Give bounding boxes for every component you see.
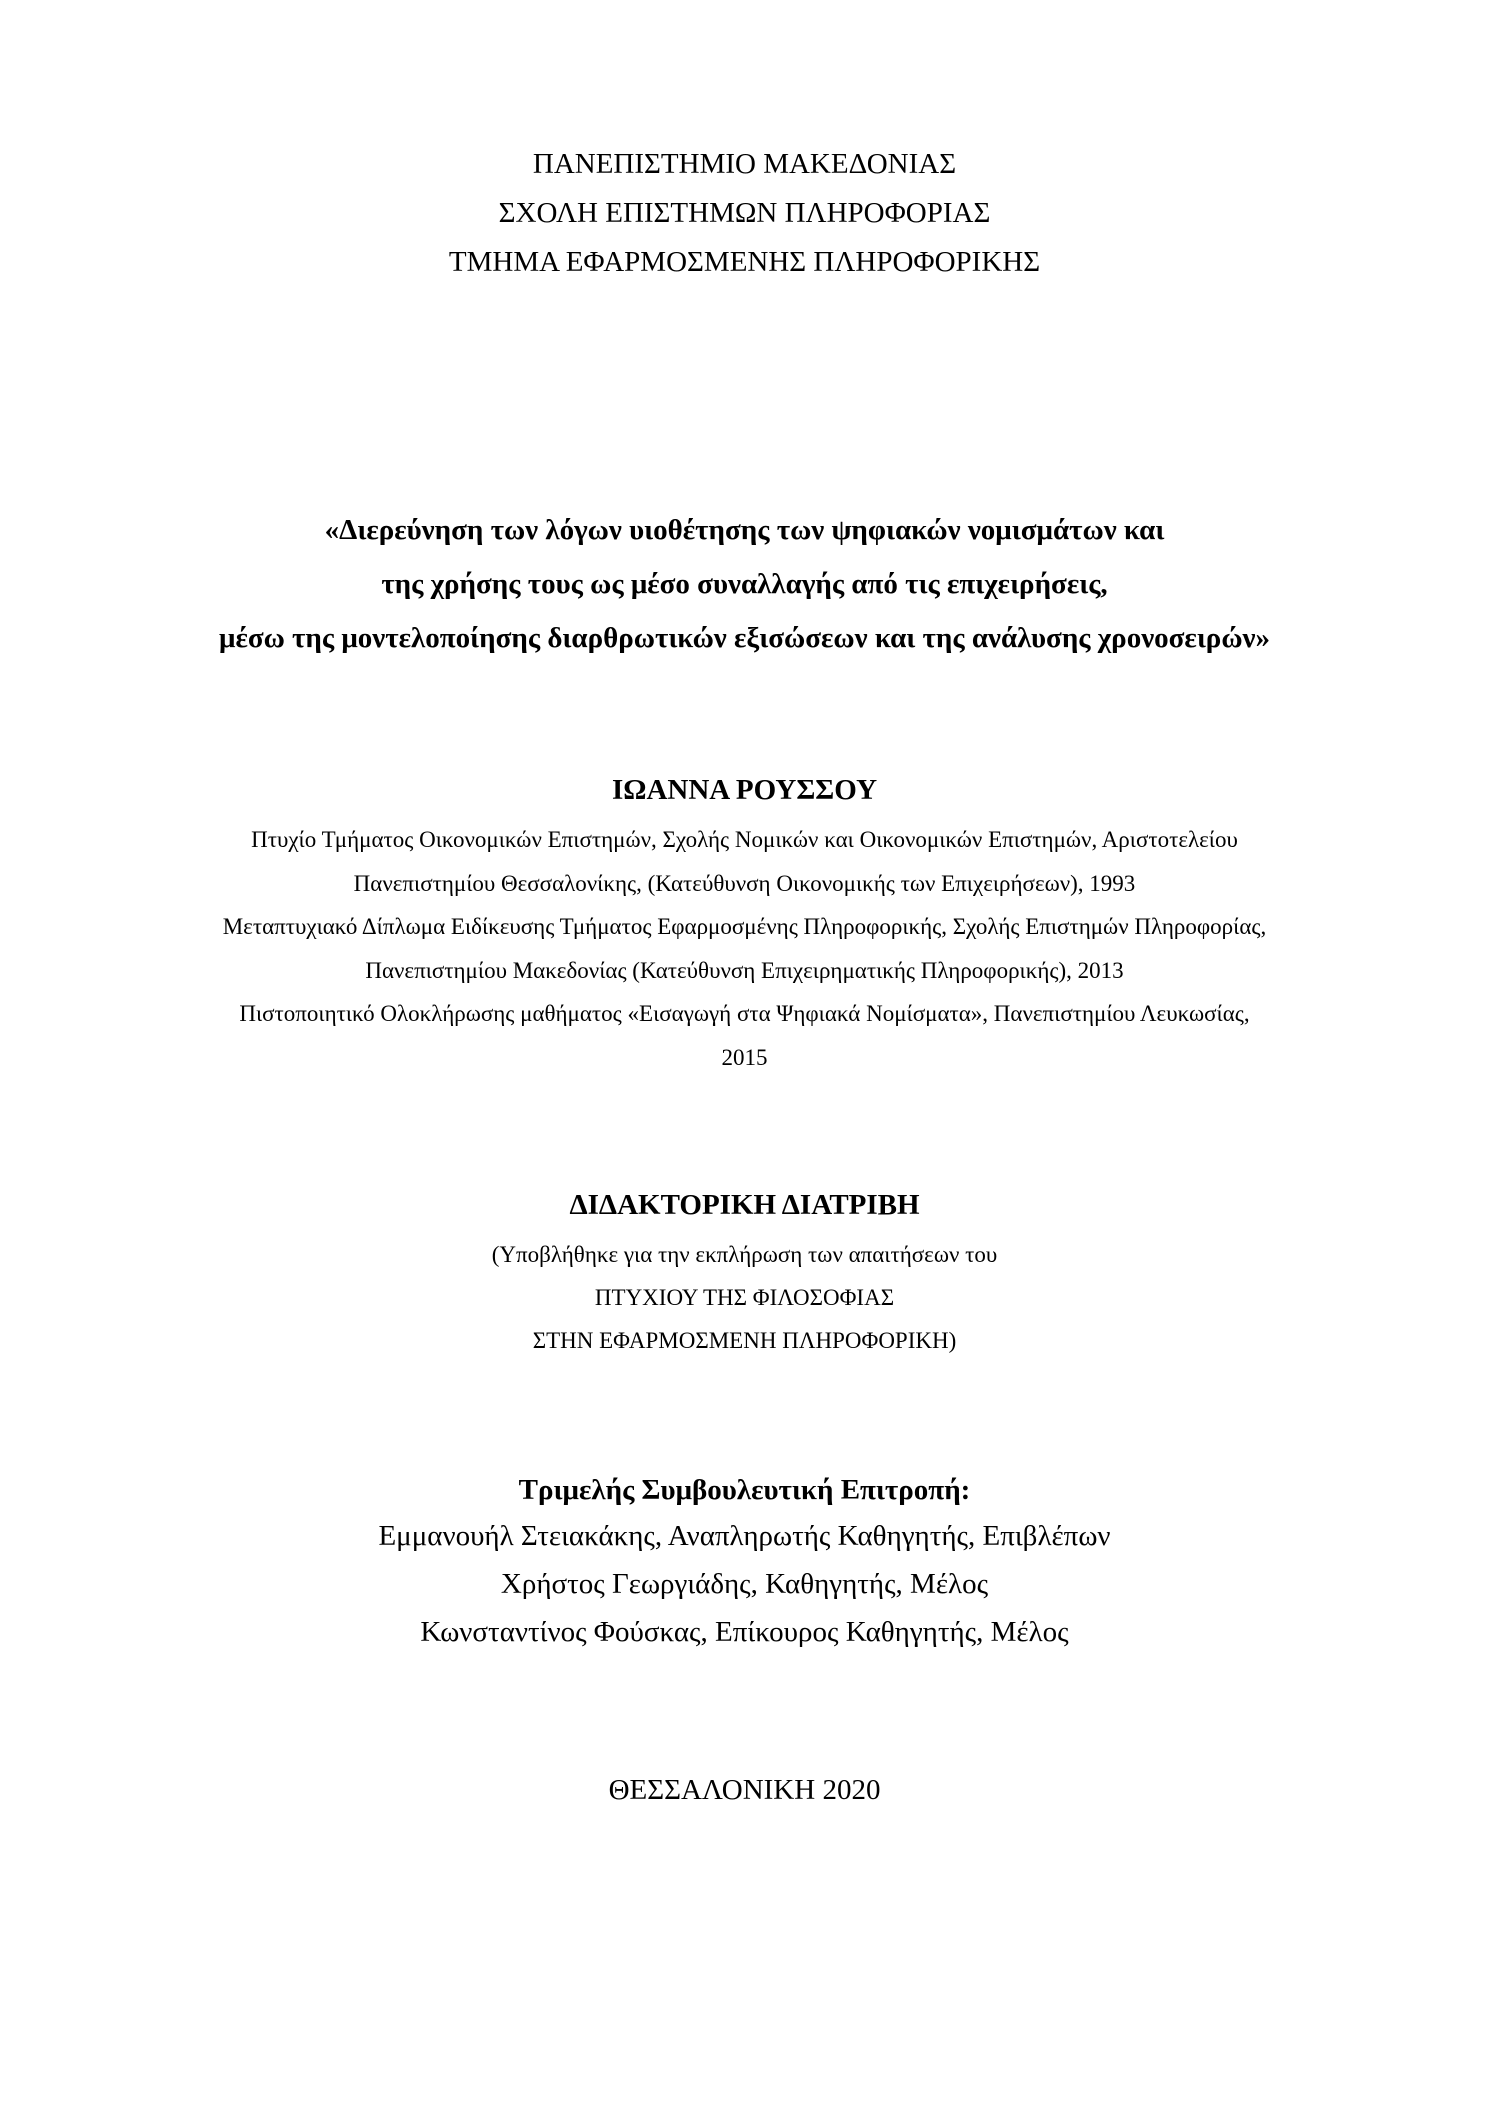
city-year: ΘΕΣΣΑΛΟΝΙΚΗ 2020 — [608, 1774, 881, 1806]
thesis-title-line: μέσω της μοντελοποίησης διαρθρωτικών εξισώσεων και της ανάλυσης χρονοσειρών» — [219, 622, 1270, 654]
credential-line: Μεταπτυχιακό Δίπλωμα Ειδίκευσης Τμήματος Εφαρμοσμένης Πληροφορικής, Σχολής Επιστημών Πληροφορίας, — [222, 914, 1267, 939]
submission-note — [0, 1233, 1489, 1362]
school-name: ΣΧΟΛΗ ΕΠΙΣΤΗΜΩΝ ΠΛΗΡΟΦΟΡΙΑΣ — [498, 197, 991, 229]
committee-member: Χρήστος Γεωργιάδης, Καθηγητής, Μέλος — [500, 1568, 989, 1600]
credential-line: Πανεπιστημίου Μακεδονίας (Κατεύθυνση Επιχειρηματικής Πληροφορικής), 2013 — [365, 957, 1124, 983]
thesis-title — [0, 503, 1489, 665]
submission-note-line: ΠΤΥΧΙΟΥ ΤΗΣ ΦΙΛΟΣΟΦΙΑΣ — [594, 1285, 895, 1310]
committee-member: Εμμανουήλ Στειακάκης, Αναπληρωτής Καθηγητής, Επιβλέπων — [378, 1520, 1111, 1552]
department-name: ΤΜΗΜΑ ΕΦΑΡΜΟΣΜΕΝΗΣ ΠΛΗΡΟΦΟΡΙΚΗΣ — [448, 246, 1041, 278]
institution-header — [0, 140, 1489, 287]
thesis-type-section — [0, 1185, 1489, 1362]
committee-member: Κωνσταντίνος Φούσκας, Επίκουρος Καθηγητής, Μέλος — [420, 1616, 1069, 1648]
credential-line: Πιστοποιητικό Ολοκλήρωσης μαθήματος «Εισαγωγή στα Ψηφιακά Νομίσματα», Πανεπιστημίου Λευκωσίας, — [239, 1001, 1250, 1026]
university-name: ΠΑΝΕΠΙΣΤΗΜΙΟ ΜΑΚΕΔΟΝΙΑΣ — [532, 148, 957, 180]
thesis-title-line: «Διερεύνηση των λόγων υιοθέτησης των ψηφιακών νομισμάτων και — [324, 514, 1165, 546]
author-section — [0, 770, 1489, 1079]
submission-note-line: (Υποβλήθηκε για την εκπλήρωση των απαιτήσεων του — [491, 1242, 998, 1267]
credential-line: Πανεπιστημίου Θεσσαλονίκης, (Κατεύθυνση Οικονομικής των Επιχειρήσεων), 1993 — [353, 870, 1136, 896]
credential-line: Πτυχίο Τμήματος Οικονομικών Επιστημών, Σχολής Νομικών και Οικονομικών Επιστημών, Αριστοτελείου — [251, 827, 1238, 852]
thesis-title-line: της χρήσης τους ως μέσο συναλλαγής από τις επιχειρήσεις, — [381, 568, 1108, 600]
place-date-footer — [0, 1770, 1489, 1810]
committee-section — [0, 1470, 1489, 1656]
author-credentials — [0, 818, 1489, 1079]
author-name: ΙΩΑΝΝΑ ΡΟΥΣΣΟΥ — [611, 774, 878, 806]
thesis-type: ΔΙΔΑΚΤΟΡΙΚΗ ΔΙΑΤΡΙΒΗ — [569, 1189, 920, 1221]
credential-line: 2015 — [721, 1044, 768, 1070]
committee-members — [0, 1512, 1489, 1656]
submission-note-line: ΣΤΗΝ ΕΦΑΡΜΟΣΜΕΝΗ ΠΛΗΡΟΦΟΡΙΚΗ) — [532, 1328, 957, 1353]
committee-heading: Τριμελής Συμβουλευτική Επιτροπή: — [518, 1474, 971, 1506]
